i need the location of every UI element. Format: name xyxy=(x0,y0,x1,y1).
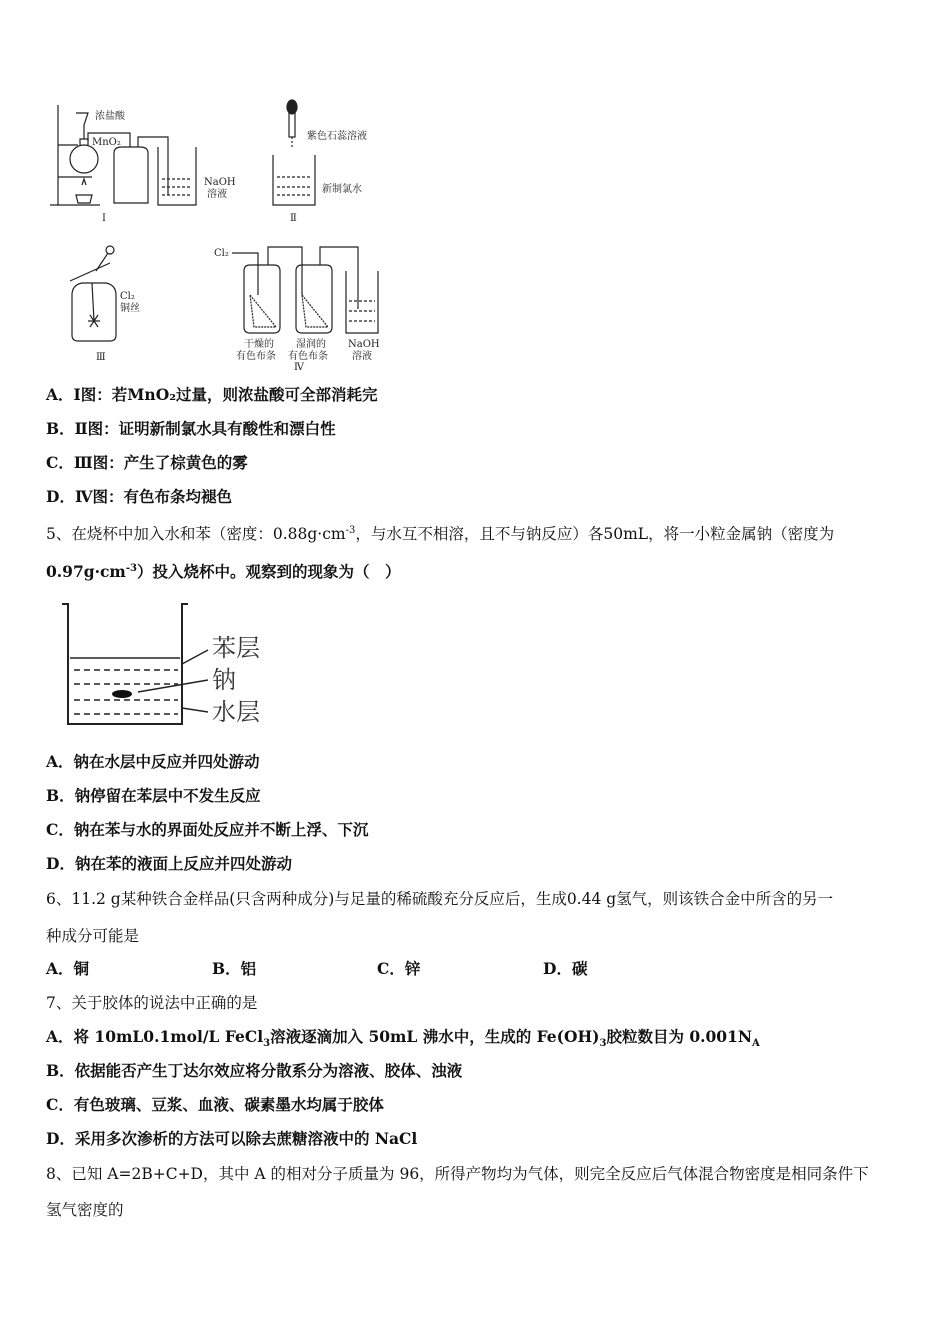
q4-option-c: C．Ⅲ图：产生了棕黄色的雾 xyxy=(46,453,248,472)
q5-option-a: A．钠在水层中反应并四处游动 xyxy=(46,752,260,771)
q8-stem-line1: 8、已知 A=2B+C+D，其中 A 的相对分子质量为 96，所得产物均为气体，则完全反应后气体混合物密度是相同条件下 xyxy=(46,1165,869,1183)
label-chlorine-water: 新制氯水 xyxy=(322,184,362,195)
sodium-piece xyxy=(112,690,132,698)
label-cl2-inlet: Cl₂ xyxy=(214,248,229,259)
label-copper-wire: 铜丝 xyxy=(120,303,140,314)
label-wet-cloth-2: 有色布条 xyxy=(288,351,328,362)
q6-stem-line1: 6、11.2 g某种铁合金样品(只含两种成分)与足量的稀硫酸充分反应后，生成0.44 g氢气，则该铁合金中所含的另一 xyxy=(46,890,834,908)
q7-option-d: D．采用多次渗析的方法可以除去蔗糖溶液中的 NaCl xyxy=(46,1129,418,1148)
q7-stem: 7、关于胶体的说法中正确的是 xyxy=(46,994,258,1012)
q6-option-d: D．碳 xyxy=(543,959,588,978)
label-mno2: MnO₂ xyxy=(92,137,121,148)
numeral-ii: Ⅱ xyxy=(290,213,297,224)
q6-option-a: A．铜 xyxy=(46,959,90,978)
label-naoh-iv-1: NaOH xyxy=(348,339,380,350)
q5-option-c: C．钠在苯与水的界面处反应并不断上浮、下沉 xyxy=(46,820,369,839)
q6-stem-line2: 种成分可能是 xyxy=(46,927,140,945)
label-benzene-layer: 苯层 xyxy=(212,634,260,662)
label-conc-hcl: 浓盐酸 xyxy=(95,111,125,122)
label-naoh-1: NaOH xyxy=(204,177,236,188)
beaker-figure xyxy=(56,600,276,735)
label-dry-cloth-1: 干燥的 xyxy=(244,339,274,350)
apparatus-figure xyxy=(40,95,400,370)
label-cl2-jar: Cl₂ xyxy=(120,291,135,302)
label-water-layer: 水层 xyxy=(212,698,260,726)
q5-option-d: D．钠在苯的液面上反应并四处游动 xyxy=(46,854,292,873)
label-naoh-iv-2: 溶液 xyxy=(352,351,372,362)
q5-stem-line2: $0.97g\cdot cm^{-3}$）投入烧杯中。观察到的现象为（ ） xyxy=(46,562,401,582)
label-litmus: 紫色石蕊溶液 xyxy=(307,131,367,142)
numeral-iii: Ⅲ xyxy=(96,352,106,363)
q5-stem-line1: 5、在烧杯中加入水和苯（密度：$0.88g\cdot cm^{-3}$，与水互不相溶，且不与钠反应）各50mL，将一小粒金属钠（密度为 xyxy=(46,525,835,544)
label-sodium: 钠 xyxy=(212,666,236,694)
q7-option-b: B．依据能否产生丁达尔效应将分散系分为溶液、胶体、浊液 xyxy=(46,1061,463,1080)
label-wet-cloth-1: 湿润的 xyxy=(296,339,326,350)
q8-stem-line2: 氢气密度的 xyxy=(46,1201,124,1219)
q7-option-c: C．有色玻璃、豆浆、血液、碳素墨水均属于胶体 xyxy=(46,1095,384,1114)
numeral-iv: Ⅳ xyxy=(294,362,304,370)
q6-option-c: C．锌 xyxy=(377,959,421,978)
label-dry-cloth-2: 有色布条 xyxy=(236,351,276,362)
label-naoh-2: 溶液 xyxy=(207,189,227,200)
q7-option-a: A．将 10mL0.1mol/L FeCl$_3$溶液逐滴加入 50mL 沸水中，生成的 $Fe(OH)_3$胶粒数目为 $0.001N_A$ xyxy=(46,1027,760,1050)
q4-option-b: B．Ⅱ图：证明新制氯水具有酸性和漂白性 xyxy=(46,419,336,438)
q6-option-b: B．铝 xyxy=(212,959,257,978)
q5-option-b: B．钠停留在苯层中不发生反应 xyxy=(46,786,261,805)
q4-option-d: D．Ⅳ图：有色布条均褪色 xyxy=(46,487,233,506)
numeral-i: Ⅰ xyxy=(102,213,106,224)
q4-option-a: A．Ⅰ图：若MnO₂过量，则浓盐酸可全部消耗完 xyxy=(46,385,378,404)
